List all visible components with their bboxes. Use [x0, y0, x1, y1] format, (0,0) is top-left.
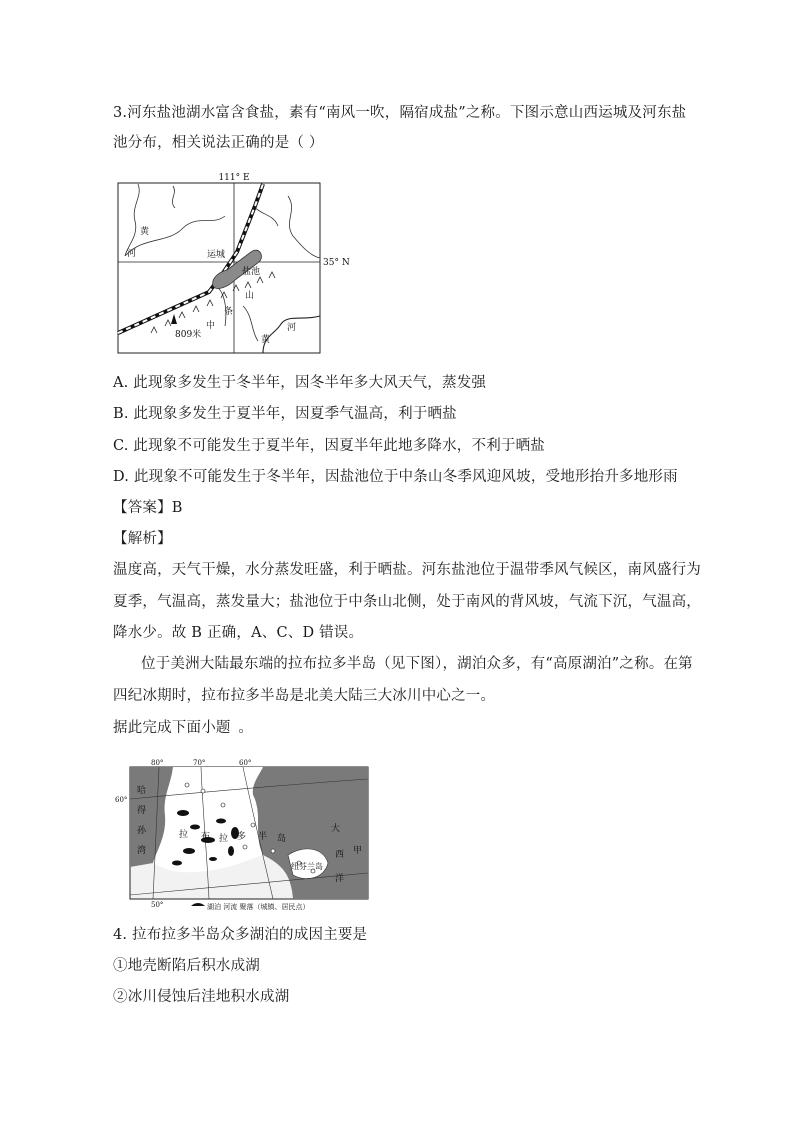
label-jia: 甲 [353, 846, 363, 856]
label-tiao: 条 [224, 307, 234, 317]
analysis-line-1: 温度高，天气干燥，水分蒸发旺盛，利于晒盐。河东盐池位于温带季风气候区，南风盛行为 [113, 562, 701, 578]
label-zhong: 中 [206, 321, 216, 331]
q3-stem-line2: 池分布，相关说法正确的是（ ） [113, 135, 324, 151]
map2-lat60: 60° [115, 796, 128, 804]
passage-line-3-tail: 。 [238, 720, 254, 736]
map2-lon80: 80° [151, 759, 164, 767]
lat-label: 35° N [323, 258, 350, 268]
option-a: A. 此现象多发生于冬半年，因冬半年多大风天气，蒸发强 [113, 375, 487, 391]
label-elevation: 809米 [175, 330, 202, 340]
label-shan: 山 [245, 291, 255, 301]
map2-lon70: 70° [193, 759, 206, 767]
hudson-sun: 孙 [137, 826, 147, 836]
passage-line-3 [113, 718, 253, 738]
label-yuncheng: 运城 [207, 250, 226, 260]
q4-stem: 4. 拉布拉多半岛众多湖泊的成因主要是 [113, 927, 368, 943]
map2-lon60: 60° [239, 759, 252, 767]
hudson-de: 得 [137, 806, 147, 816]
passage-line-3-text: 据此完成下面小题 [113, 720, 231, 736]
pen-bu: 布 [201, 832, 211, 842]
analysis-title: 【解析】 [113, 531, 172, 547]
analysis-line-3: 降水少。故 B 正确，A、C、D 错误。 [113, 625, 364, 641]
atlantic-da: 大 [331, 824, 341, 834]
pen-duo: 多 [237, 832, 247, 842]
q4-item-2: ②冰川侵蚀后洼地积水成湖 [113, 989, 290, 1005]
pen-ban: 半 [258, 832, 268, 842]
option-b: B. 此现象多发生于夏半年，因夏季气温高，利于晒盐 [113, 406, 457, 422]
label-newfoundland: 纽芬兰岛 [291, 862, 323, 871]
label-huang-north: 黄 [140, 227, 150, 237]
label-yanchi: 盐池 [242, 267, 261, 277]
yuncheng-map [113, 166, 363, 358]
atlantic-xi: 西 [335, 850, 345, 860]
map2-legend: 湖泊 河流 聚落（城镇、居民点） [207, 903, 310, 911]
passage-line-2: 四纪冰期时，拉布拉多半岛是北美大陆三大冰川中心之一。 [113, 688, 496, 704]
option-c: C. 此现象不可能发生于夏半年，因夏半年此地多降水，不利于晒盐 [113, 438, 545, 454]
hudson-wan: 湾 [137, 846, 147, 856]
label-he-north: 河 [127, 249, 137, 259]
q4-item-1: ①地壳断陷后积水成湖 [113, 958, 260, 974]
hudson-ha: 哈 [137, 786, 147, 796]
analysis-line-2: 夏季，气温高，蒸发量大；盐池位于中条山北侧，处于南风的背风坡，气流下沉，气温高， [113, 594, 701, 610]
answer: 【答案】B [113, 500, 183, 516]
pen-dao: 岛 [277, 834, 287, 844]
q3-stem-line1: 3.河东盐池湖水富含食盐，素有“南风一吹，隔宿成盐”之称。下图示意山西运城及河东盐 [113, 105, 687, 121]
map2-lat50: 50° [151, 901, 164, 909]
atlantic-yang: 洋 [335, 874, 345, 884]
passage-line-1: 位于美洲大陆最东端的拉布拉多半岛（见下图），湖泊众多，有“高原湖泊”之称。在第 [141, 656, 693, 672]
option-d: D. 此现象不可能发生于冬半年，因盐池位于中条山冬季风迎风坡，受地形抬升多地形雨 [113, 469, 678, 485]
label-he-south: 河 [287, 323, 297, 333]
label-huang-south: 黄 [261, 335, 271, 345]
pen-la2: 拉 [219, 834, 229, 844]
pen-la1: 拉 [179, 830, 189, 840]
labrador-map [113, 755, 373, 915]
lon-label: 111° E [218, 173, 250, 183]
